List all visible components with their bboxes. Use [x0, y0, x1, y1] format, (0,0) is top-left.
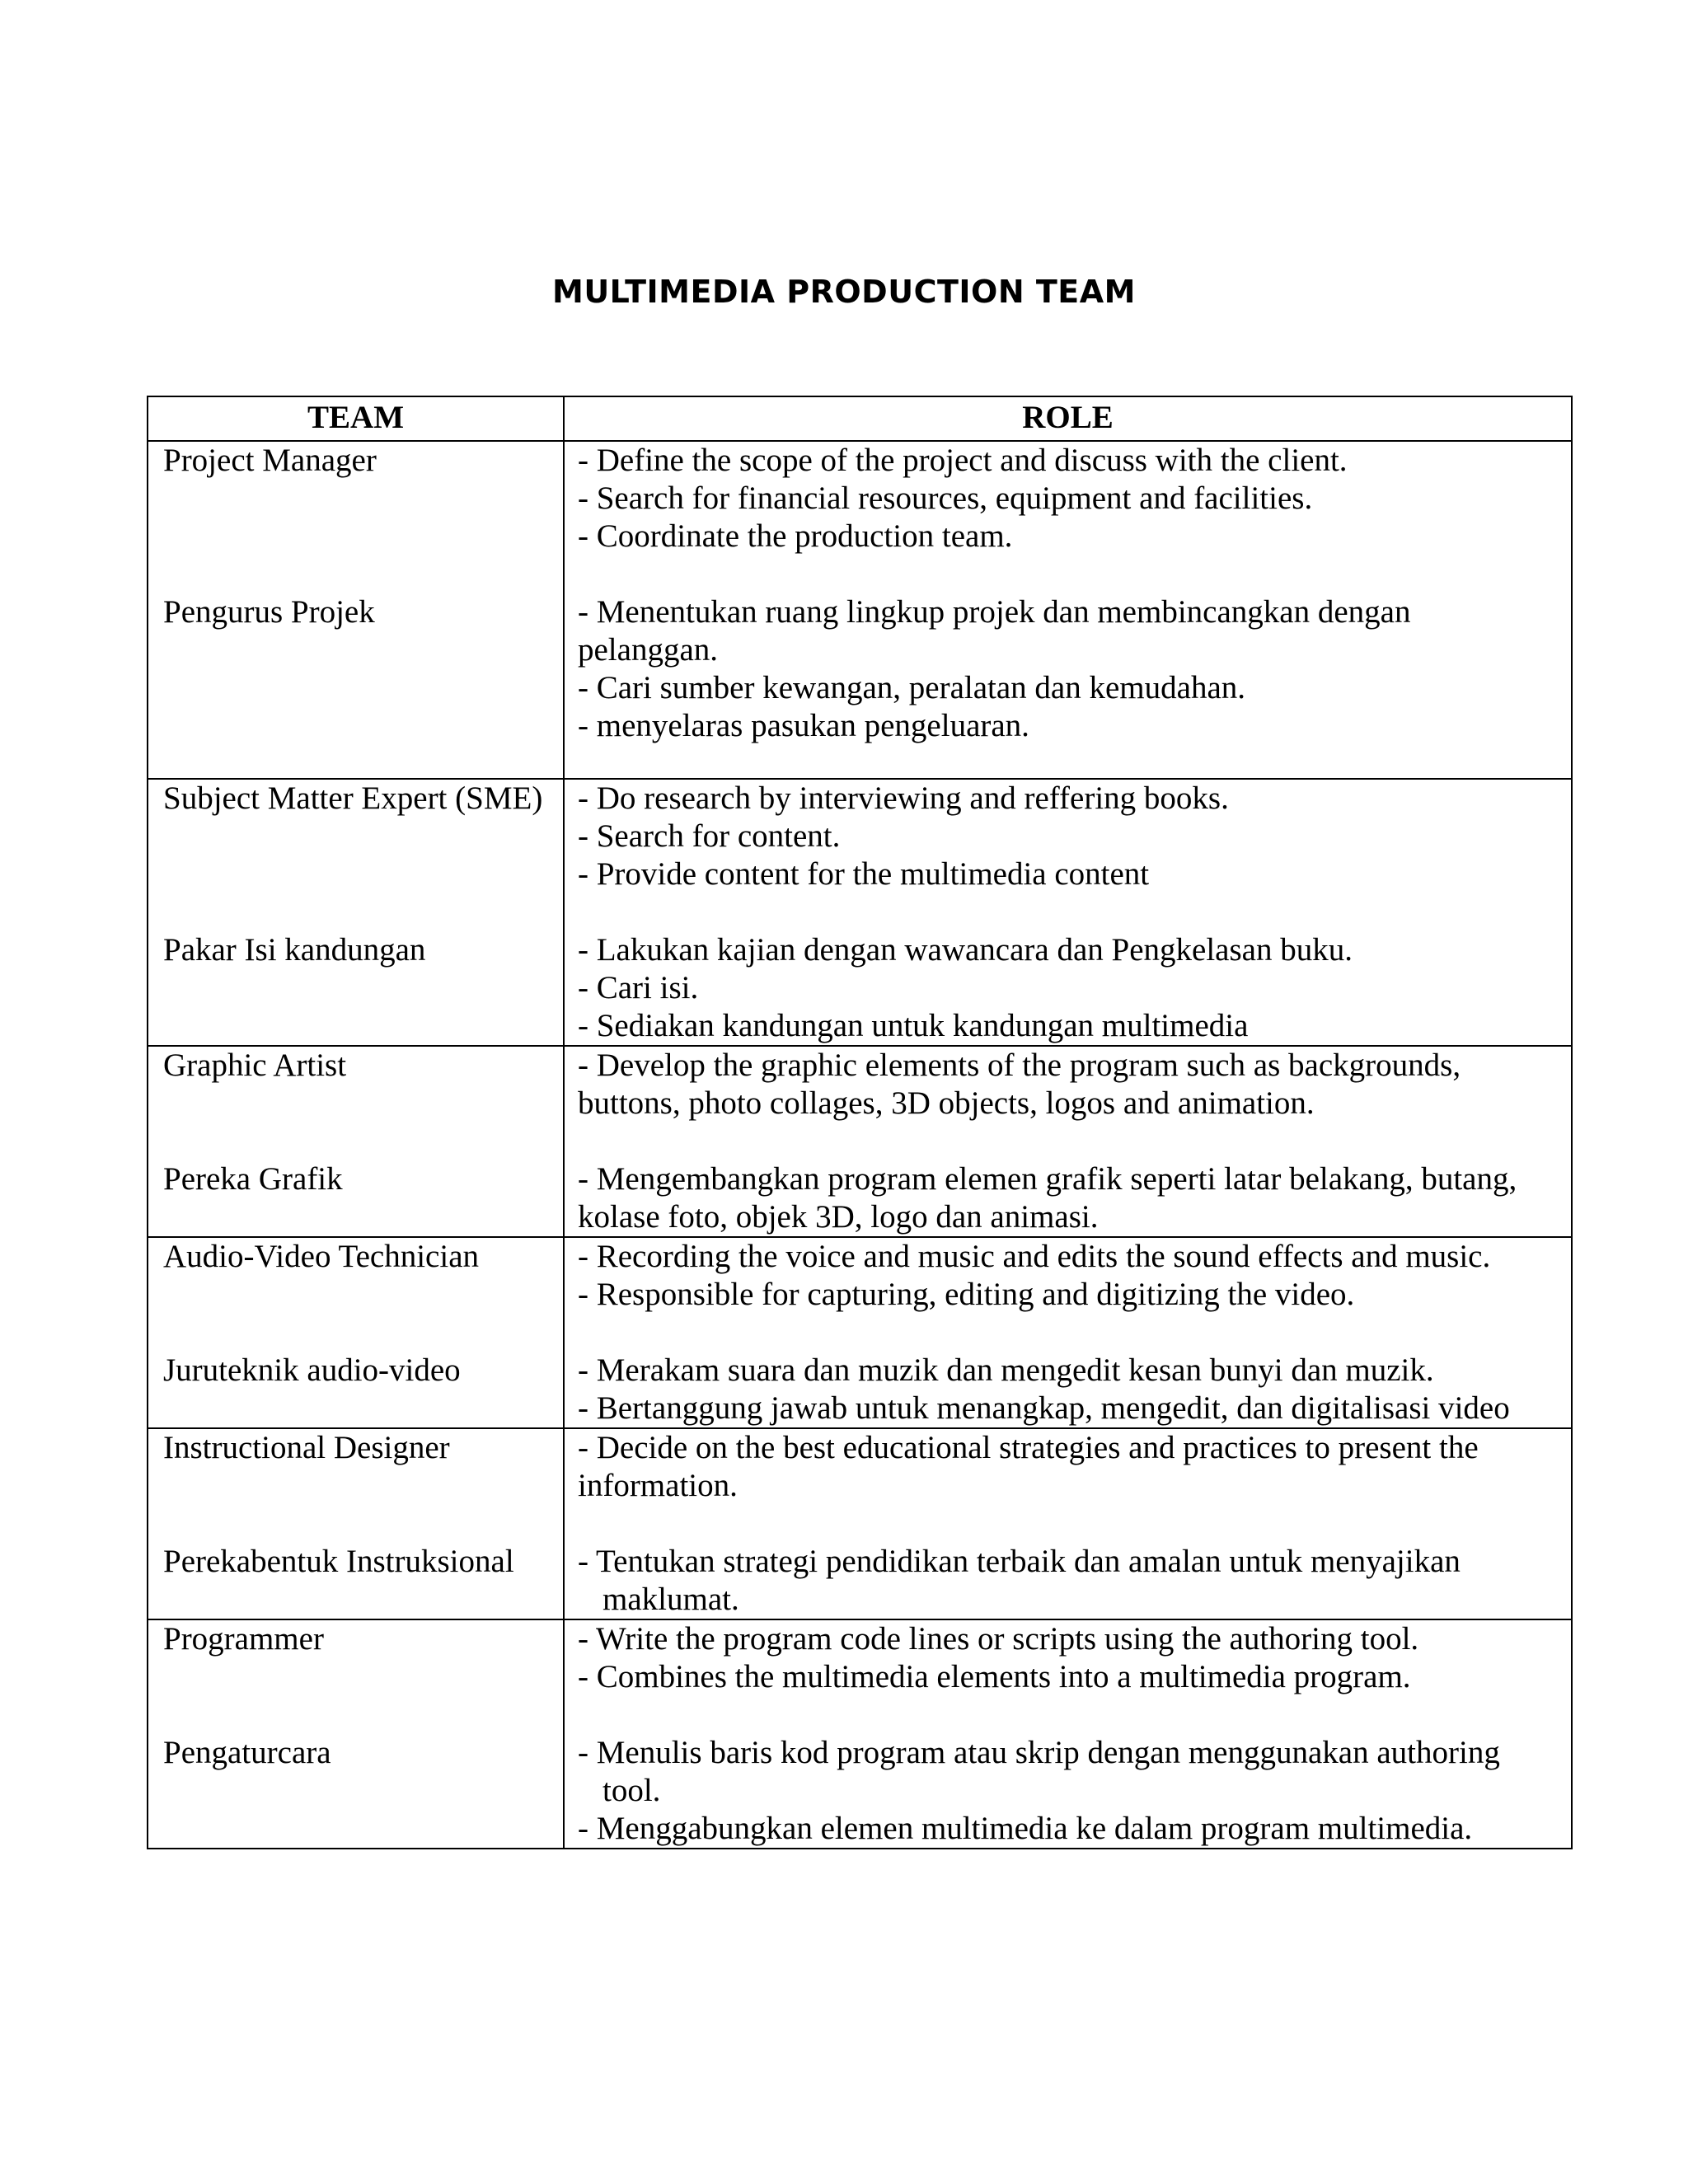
role-cell	[564, 441, 1572, 779]
team-name-ms: Pengurus Projek	[163, 594, 375, 630]
role-cell	[564, 1428, 1572, 1619]
role-line: tool.	[603, 1773, 661, 1808]
team-name-en: Instructional Designer	[163, 1430, 450, 1465]
role-line: - Cari sumber kewangan, peralatan dan kemudahan.	[578, 670, 1246, 705]
team-name-ms: Juruteknik audio-video	[163, 1352, 461, 1388]
role-line: - Sediakan kandungan untuk kandungan multimedia	[578, 1008, 1249, 1043]
team-name-en: Programmer	[163, 1621, 324, 1657]
role-line: - Do research by interviewing and reffering books.	[578, 780, 1229, 816]
role-line: - Responsible for capturing, editing and digitizing the video.	[578, 1277, 1355, 1312]
table-row	[148, 1428, 1572, 1619]
team-name-ms: Pereka Grafik	[163, 1161, 343, 1197]
role-column-header: ROLE	[564, 396, 1572, 441]
role-line: - Recording the voice and music and edits the sound effects and music.	[578, 1239, 1491, 1274]
table-row	[148, 1237, 1572, 1428]
team-role-table	[147, 396, 1573, 1849]
role-line: - Search for content.	[578, 818, 841, 854]
team-name-en: Audio-Video Technician	[163, 1239, 480, 1274]
role-line: - Menggabungkan elemen multimedia ke dalam program multimedia.	[578, 1811, 1473, 1846]
role-line: - Search for financial resources, equipment and facilities.	[578, 480, 1313, 516]
team-cell	[148, 1619, 564, 1849]
role-line: buttons, photo collages, 3D objects, logos and animation.	[578, 1085, 1315, 1121]
role-line: - Coordinate the production team.	[578, 518, 1013, 554]
role-cell	[564, 1619, 1572, 1849]
team-name-ms: Perekabentuk Instruksional	[163, 1544, 514, 1579]
team-name-en: Subject Matter Expert (SME)	[163, 780, 543, 816]
team-name-ms: Pengaturcara	[163, 1735, 331, 1770]
role-line: - Bertanggung jawab untuk menangkap, mengedit, dan digitalisasi video	[578, 1390, 1510, 1426]
role-line: - Merakam suara dan muzik dan mengedit kesan bunyi dan muzik.	[578, 1352, 1434, 1388]
table-row	[148, 1619, 1572, 1849]
team-cell	[148, 1237, 564, 1428]
role-line: kolase foto, objek 3D, logo dan animasi.	[578, 1199, 1099, 1235]
role-line: - Provide content for the multimedia content	[578, 856, 1150, 892]
role-line: - Tentukan strategi pendidikan terbaik dan amalan untuk menyajikan	[578, 1544, 1461, 1579]
role-cell	[564, 1237, 1572, 1428]
table-row	[148, 779, 1572, 1046]
table-header-row	[148, 396, 1572, 441]
role-line: - Write the program code lines or scripts using the authoring tool.	[578, 1621, 1419, 1657]
team-name-ms: Pakar Isi kandungan	[163, 932, 426, 968]
role-line: - Mengembangkan program elemen grafik seperti latar belakang, butang,	[578, 1161, 1517, 1197]
team-cell	[148, 779, 564, 1046]
table-row	[148, 1046, 1572, 1237]
team-cell	[148, 441, 564, 779]
role-cell	[564, 779, 1572, 1046]
table-row	[148, 441, 1572, 779]
role-line: - Lakukan kajian dengan wawancara dan Pengkelasan buku.	[578, 932, 1353, 968]
team-name-en: Project Manager	[163, 443, 377, 478]
role-line: maklumat.	[603, 1582, 739, 1617]
team-cell	[148, 1428, 564, 1619]
role-line: - Menentukan ruang lingkup projek dan membincangkan dengan	[578, 594, 1411, 630]
role-cell	[564, 1046, 1572, 1237]
role-line: - Develop the graphic elements of the program such as backgrounds,	[578, 1047, 1461, 1083]
team-cell	[148, 1046, 564, 1237]
role-line: - Define the scope of the project and discuss with the client.	[578, 443, 1348, 478]
role-line: - menyelaras pasukan pengeluaran.	[578, 708, 1029, 743]
role-line: - Menulis baris kod program atau skrip dengan menggunakan authoring	[578, 1735, 1500, 1770]
role-line: information.	[578, 1468, 738, 1503]
role-line: - Cari isi.	[578, 970, 699, 1005]
page-title: MULTIMEDIA PRODUCTION TEAM	[552, 274, 1136, 310]
role-line: - Combines the multimedia elements into a multimedia program.	[578, 1659, 1411, 1694]
team-name-en: Graphic Artist	[163, 1047, 347, 1083]
team-column-header: TEAM	[148, 396, 564, 441]
role-line: pelanggan.	[578, 632, 719, 668]
role-line: - Decide on the best educational strategies and practices to present the	[578, 1430, 1479, 1465]
